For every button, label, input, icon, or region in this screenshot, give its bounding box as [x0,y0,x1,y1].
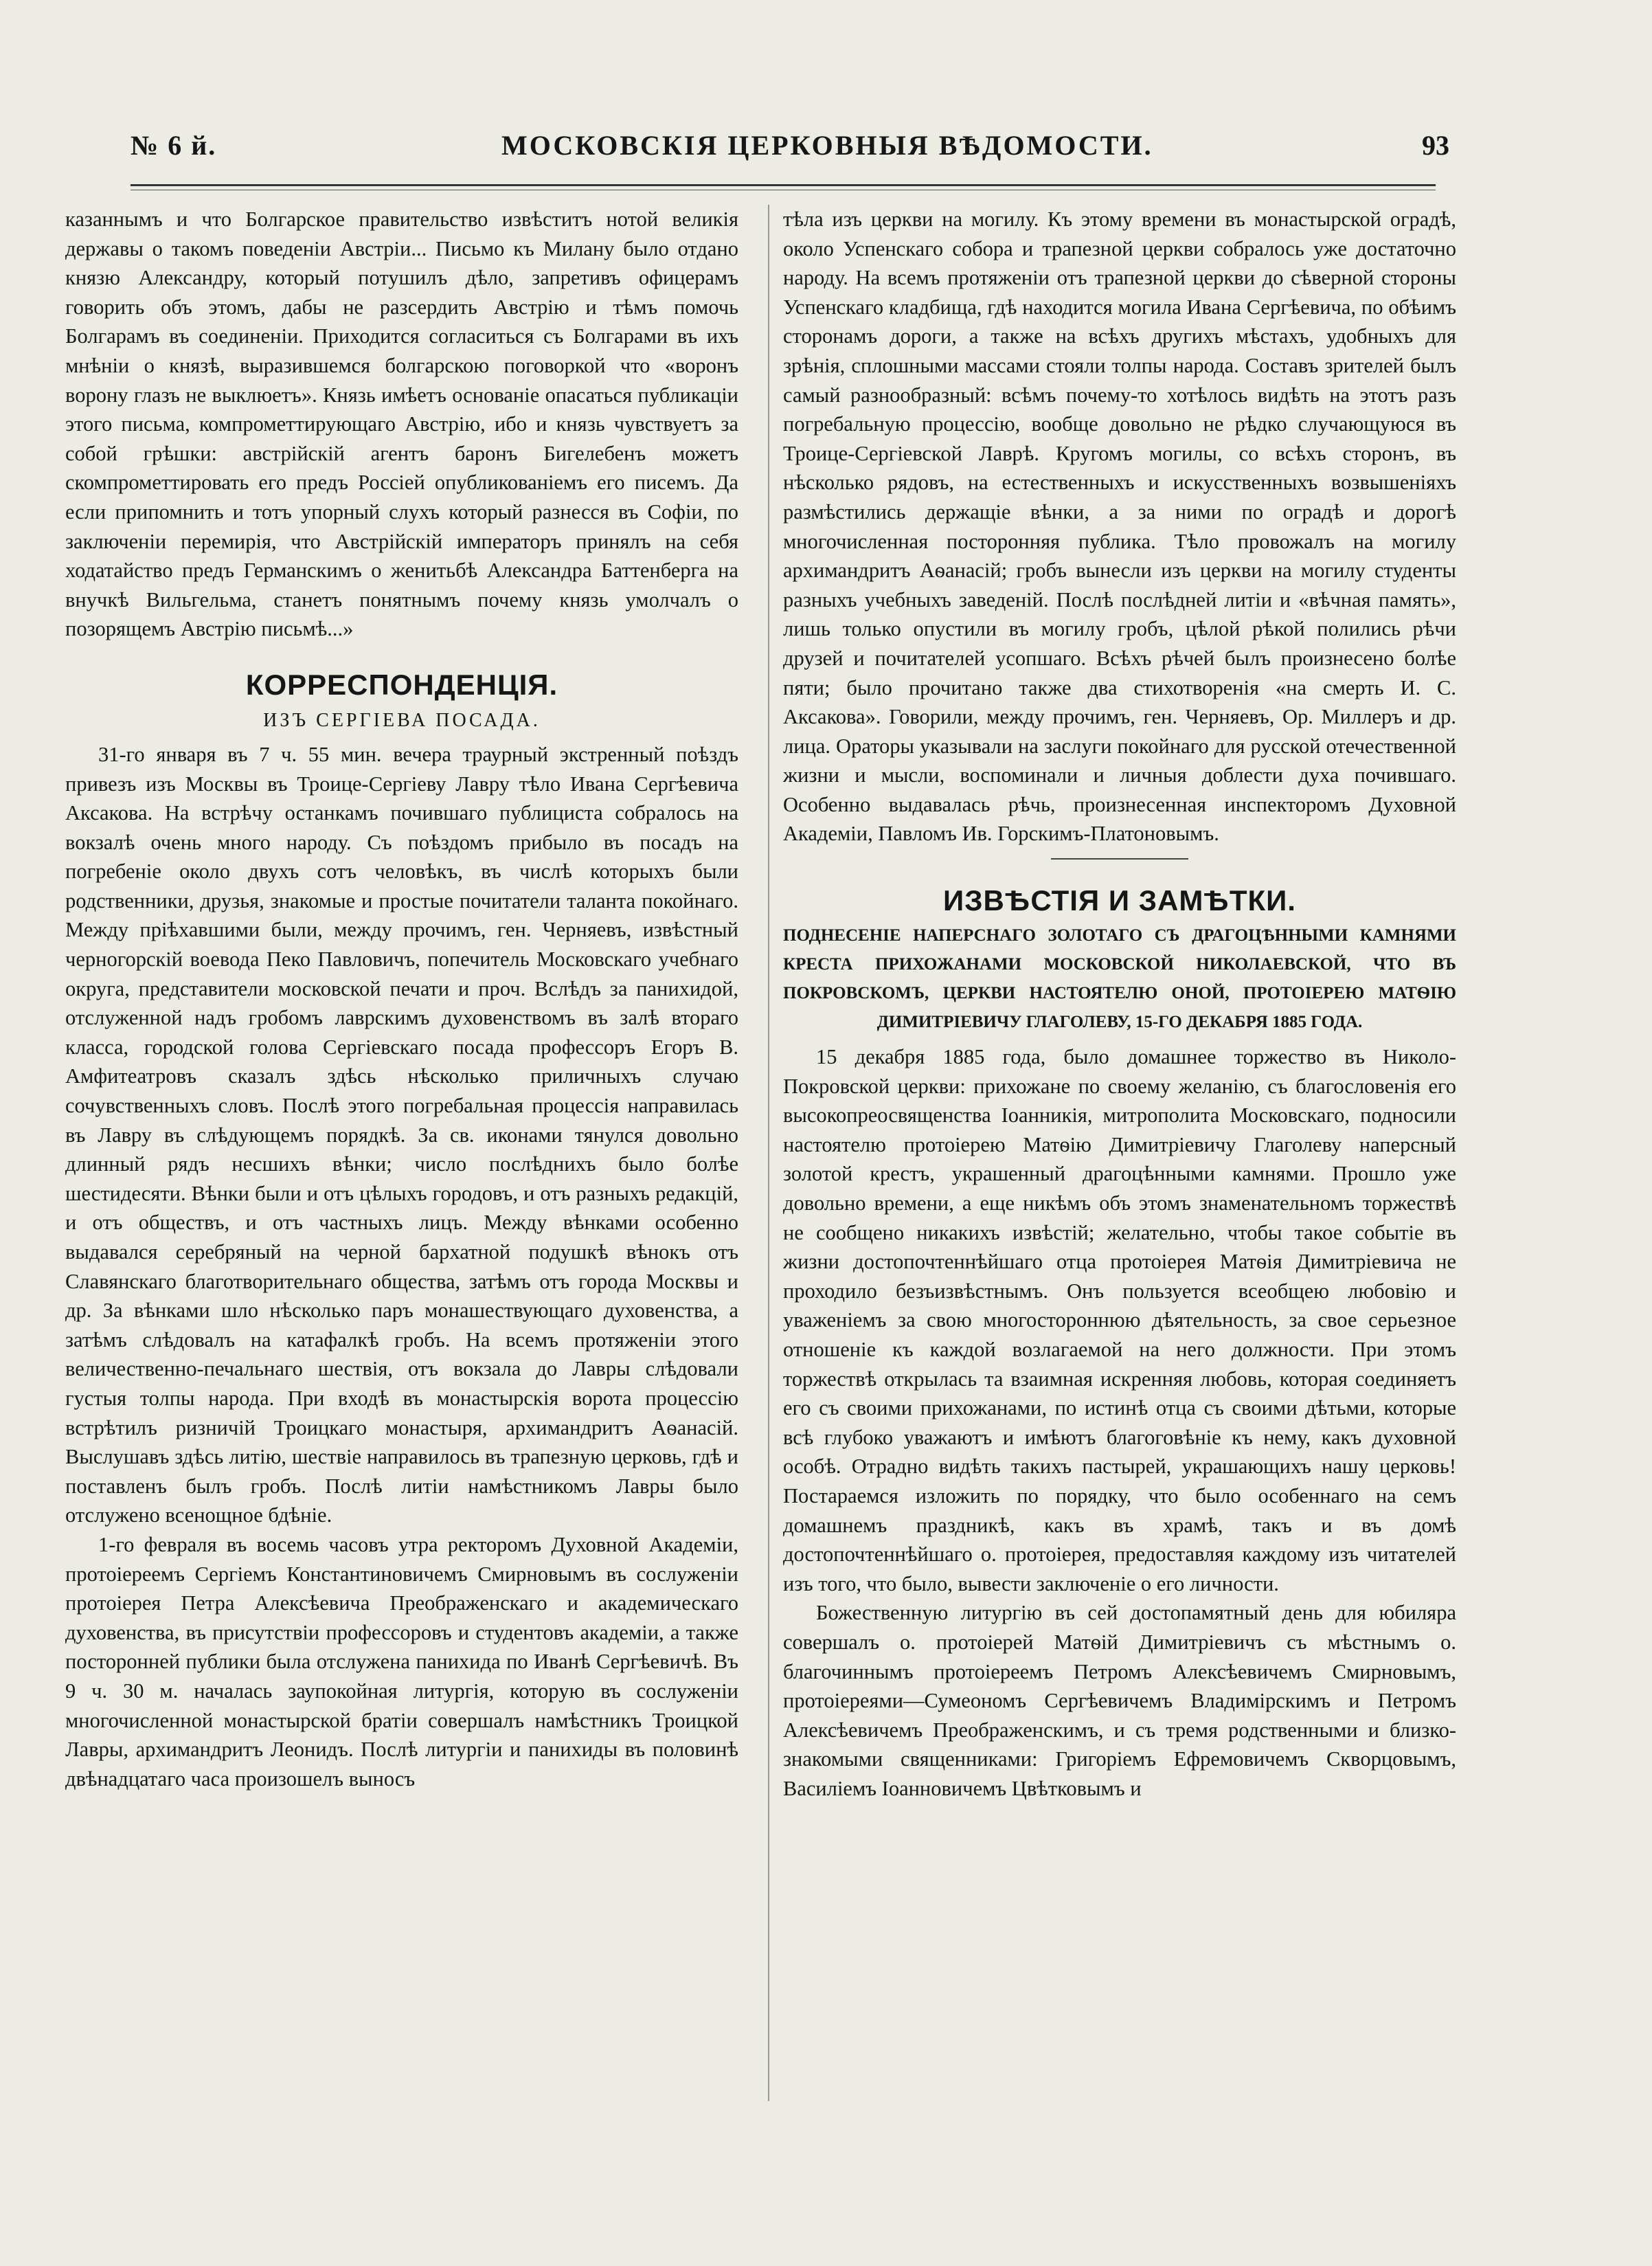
page-number: 93 [1422,130,1449,161]
column-divider [768,205,769,2101]
journal-title: МОСКОВСКІЯ ЦЕРКОВНЫЯ ВѢДОМОСТИ. [501,130,1153,161]
section-title-news: ИЗВѢСТІЯ И ЗАМѢТКИ. [943,884,1296,917]
section-rule [1051,858,1188,860]
paragraph-january-31: 31-го января въ 7 ч. 55 мин. вечера траурный экстренный поѣздъ привезъ изъ Москвы въ Троице-Сергіеву Лавру тѣло Ивана Сергѣевича Аксакова. На встрѣчу останкамъ почившаго публициста собралось на вокзалѣ очень много народу. Съ поѣздомъ прибыло въ посадъ на погребеніе около двухъ сотъ человѣкъ, въ числѣ которыхъ были родственники, друзья, знакомые и простые почитатели таланта покойнаго. Между пріѣхавшими были, между прочимъ, ген. Черняевъ, извѣстный черногорскій воевода Пеко Павловичъ, попечитель Московскаго учебнаго округа, представители московской печати и проч. Вслѣдъ за панихидой, отслуженной надъ гробомъ лаврскимъ духовенствомъ въ залѣ втораго класса, городской голова Сергіевскаго посада профессоръ Егоръ В. Амфитеатровъ сказалъ здѣсь нѣсколько приличныхъ случаю сочувственныхъ словъ. Послѣ этого погребальная процессія направилась въ Лавру въ слѣдующемъ порядкѣ. За св. иконами тянулся довольно длинный рядъ несшихъ вѣнки; число послѣднихъ было болѣе шестидесяти. Вѣнки были и отъ цѣлыхъ городовъ, и отъ разныхъ редакцій, и отъ обществъ, и отъ частныхъ лицъ. Между вѣнками особенно выдавался серебряный на черной бархатной подушкѣ вѣнокъ отъ Славянскаго благотворительнаго общества, затѣмъ отъ города Москвы и др. За вѣнками шло нѣсколько паръ монашествующаго духовенства, а затѣмъ слѣдовалъ на катафалкѣ гробъ. На всемъ протяженіи этого величественно-печальнаго шествія, отъ вокзала до Лавры слѣдовали густыя толпы народа. При входѣ въ монастырскія ворота процессію встрѣтилъ ризничій Троицкаго монастыря, архимандритъ Аѳанасій. Выслушавъ здѣсь литію, шествіе направилось въ трапезную церковь, гдѣ и поставленъ былъ гробъ. Послѣ литіи намѣстникомъ Лавры было отслужено всенощное бдѣніе. [65,742,738,1527]
section-subtitle: ИЗЪ СЕРГІЕВА ПОСАДА. [263,709,541,731]
header-rule [131,184,1436,186]
issue-number: № 6 й. [131,130,217,161]
right-paragraph-continued: тѣла изъ церкви на могилу. Къ этому времени въ монастырской оградѣ, около Успенскаго собора и трапезной церкви собралось уже достаточно народу. На всемъ протяженіи отъ трапезной церкви до сѣверной стороны Успенскаго кладбища, гдѣ находится могила Ивана Сергѣевича, по обѣимъ сторонамъ дороги, а также на всѣхъ другихъ мѣстахъ, удобныхъ для зрѣнія, сплошными массами стояли толпы народа. Составъ зрителей былъ самый разнообразный: всѣмъ почему-то хотѣлось видѣть на этотъ разъ погребальную процессію, вообще довольно не рѣдко случающуюся въ Троице-Сергіевской Лаврѣ. Кругомъ могилы, со всѣхъ сторонъ, въ нѣсколько рядовъ, на естественныхъ и искусственныхъ возвышеніяхъ размѣстились держащіе вѣнки, а за ними по оградѣ и дорогѣ многочисленная посторонняя публика. Тѣло провожалъ на могилу архимандритъ Аѳанасій; гробъ вынесли изъ церкви на могилу студенты разныхъ учебныхъ заведеній. Послѣ послѣдней литіи и «вѣчная память», лишь только опустили въ могилу гробъ, цѣлой рѣкой полились рѣчи друзей и почитателей усопшаго. Всѣхъ рѣчей былъ произнесено болѣе пяти; было прочитано также два стихотворенія «на смерть И. С. Аксакова». Говорили, между прочимъ, ген. Черняевъ, Ор. Миллеръ и др. лица. Ораторы указывали на заслуги покойнаго для русской отечественной жизни и мысли, воспоминали и личныя доблести духа почившаго. Особенно выдавалась рѣчь, произнесенная инспекторомъ Духовной Академіи, Павломъ Ив. Горскимъ-Платоновымъ. [783,207,1456,846]
left-column [65,205,738,2115]
paragraph-february-1: 1-го февраля въ восемь часовъ утра ректоромъ Духовной Академіи, протоіереемъ Сергіемъ Константиновичемъ Смирновымъ въ сослуженіи протоіерея Петра Алексѣевича Преображенскаго и академическаго духовенства, въ присутствіи профессоровъ и студентовъ академіи, а также посторонней публики была отслужена панихида по Иванѣ Сергѣевичѣ. Въ 9 ч. 30 м. началась заупокойная литургія, которую въ сослуженіи многочисленной монастырской братіи совершалъ намѣстникъ Троицкой Лавры, архимандритъ Леонидъ. Послѣ литургіи и панихиды въ половинѣ двѣнадцатаго часа произошелъ выносъ [65,1532,738,1791]
article-heading: ПОДНЕСЕНІЕ НАПЕРСНАГО ЗОЛОТАГО СЪ ДРАГОЦѢННЫМИ КАМНЯМИ КРЕСТА ПРИХОЖАНАМИ МОСКОВСКОЙ НИКОЛАЕВСКОЙ, ЧТО ВЪ ПОКРОВСКОМЪ, ЦЕРКВИ НАСТОЯТЕЛЮ ОНОЙ, ПРОТОІЕРЕЮ МАТѲІЮ ДИМИТРІЕВИЧУ ГЛАГОЛЕВУ, 15-ГО ДЕКАБРЯ 1885 ГОДА. [783,926,1456,1032]
right-column [783,205,1456,2115]
paragraph-liturgy: Божественную литургію въ сей достопамятный день для юбиляра совершалъ о. протоіерей Матѳій Димитріевичъ съ мѣстнымъ о. благочиннымъ протоіереемъ Петромъ Алексѣевичемъ Смирновымъ, протоіереями—Сумеономъ Сергѣевичемъ Владимірскимъ и Петромъ Алексѣевичемъ Преображенскимъ, и съ тремя родственными и близко-знакомыми священниками: Григоріемъ Ефремовичемъ Скворцовымъ, Василіемъ Іоанновичемъ Цвѣтковымъ и [783,1601,1456,1800]
section-title-correspondence: КОРРЕСПОНДЕНЦІЯ. [245,668,558,701]
paragraph-december-15: 15 декабря 1885 года, было домашнее торжество въ Николо-Покровской церкви: прихожане по своему желанію, съ благословенія его высокопреосвященства Іоанникія, митрополита Московскаго, подносили настоятелю протоіерею Матѳію Димитріевичу Глаголеву наперсный золотой крестъ, украшенный драгоцѣнными камнями. Прошло уже довольно времени, а еще никѣмъ объ этомъ знаменательномъ торжествѣ не сообщено никакихъ извѣстій; желательно, чтобы такое событіе въ жизни достопочтеннѣйшаго отца протоіерея Матѳія Димитріевича не проходило безъизвѣстнымъ. Онъ пользуется всеобщею любовію и уваженіемъ за свою многостороннюю дѣятельность, за свое серьезное отношеніе къ каждой возлагаемой на него должности. При этомъ торжествѣ открылась та взаимная искренняя любовь, которая соединяетъ его съ своими прихожанами, по истинѣ отца съ своими дѣтьми, которые всѣ глубоко уважаютъ и имѣютъ благоговѣніе къ нему, какъ духовной особѣ. Отрадно видѣть такихъ пастырей, украшающихъ нашу церковь! Постараемся изложить по порядку, что было особеннаго на семъ домашнемъ праздникѣ, какъ въ храмѣ, такъ и въ домѣ достопочтеннѣйшаго о. протоіерея, предоставляя каждому изъ читателей изъ того, что было, вывести заключеніе о его личности. [783,1045,1456,1595]
running-head [131,117,1449,172]
left-paragraph-continued: казаннымъ и что Болгарское правительство извѣститъ нотой великія державы о такомъ поведеніи Австріи... Письмо къ Милану было отдано князю Александру, который потушилъ дѣло, запретивъ офицерамъ говорить объ этомъ, дабы не разсердить Австрію и тѣмъ помочь Болгарамъ въ соединеніи. Приходится согласиться съ Болгарами въ ихъ мнѣніи о князѣ, выразившемся болгарскою поговоркой что «воронъ ворону глазъ не выклюетъ». Князь имѣетъ основаніе опасаться публикаціи этого письма, компрометтирующаго Австрію, ибо и князь чувствуетъ за собой грѣшки: австрійскій агентъ баронъ Бигелебенъ можетъ скомпрометтировать его предъ Россіей опубликованіемъ его писемъ. Да если припомнить и тотъ упорный слухъ который разнесся въ Софіи, по заключеніи перемирія, что Австрійскій императоръ принялъ на себя ходатайство предъ Германскимъ о женитьбѣ Александра Баттенберга на внучкѣ Вильгельма, станетъ понятнымъ почему князь умолчалъ о позорящемъ Австрію письмѣ...» [65,207,738,641]
